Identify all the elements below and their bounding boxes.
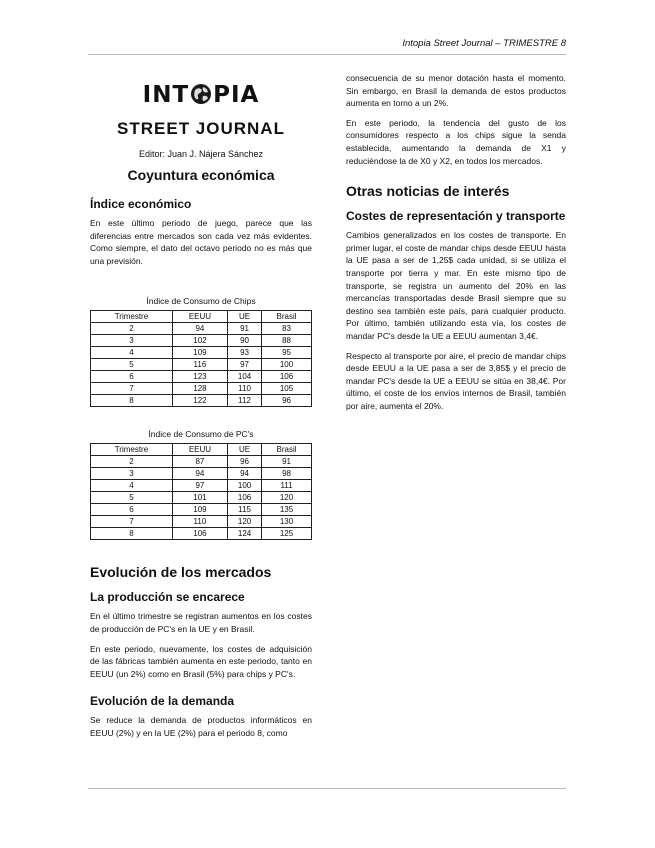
- editor-line: Editor: Juan J. Nájera Sánchez: [138, 149, 264, 159]
- table-cell: 87: [172, 456, 227, 468]
- table-cell: 106: [262, 371, 312, 383]
- table-cell: 124: [228, 528, 262, 540]
- table-cell: 106: [228, 492, 262, 504]
- table-cell: 122: [172, 395, 227, 407]
- table-cell: 5: [91, 492, 173, 504]
- header-rule: [88, 54, 566, 55]
- indice-paragraph: En este último periodo de juego, parece que las diferencias entre mercados son cada vez más evidentes. Como siempre, el dato del octavo periodo no es más que una previsión.: [90, 218, 312, 266]
- logo-text-right: PIA: [213, 82, 260, 108]
- table-cell: 123: [172, 371, 227, 383]
- table-cell: 3: [91, 468, 173, 480]
- table-header: EEUU: [172, 444, 227, 456]
- table-header: EEUU: [172, 311, 227, 323]
- table-cell: 6: [91, 371, 173, 383]
- table-cell: 5: [91, 359, 173, 371]
- table-cell: 7: [91, 516, 173, 528]
- right-column: [346, 72, 566, 419]
- table-cell: 83: [262, 323, 312, 335]
- table-cell: 120: [228, 516, 262, 528]
- table-cell: 112: [228, 395, 262, 407]
- tendencia-paragraph: En este periodo, la tendencia del gusto de los consumidores respecto a los chips sigue la senda establecida, aumentando la demanda de X1 y reduciéndose la de X0 y X2, en todos los mercados.: [346, 117, 566, 166]
- table-header: UE: [228, 311, 262, 323]
- demanda-paragraph: Se reduce la demanda de productos informáticos en EEUU (2%) y en la UE (2%) para el periodo 8, como: [90, 715, 312, 738]
- table-cell: 4: [91, 347, 173, 359]
- running-head: Intopia Street Journal – TRIMESTRE 8: [402, 38, 566, 49]
- table-row: [91, 371, 312, 383]
- costes-heading: Costes de representación y transporte: [346, 209, 566, 224]
- table-cell: 8: [91, 528, 173, 540]
- table-cell: 109: [172, 504, 227, 516]
- table-row: [91, 395, 312, 407]
- table-cell: 94: [172, 468, 227, 480]
- table-cell: 93: [228, 347, 262, 359]
- table-cell: 130: [262, 516, 312, 528]
- table-cell: 109: [172, 347, 227, 359]
- table-cell: 88: [262, 335, 312, 347]
- table-cell: 96: [262, 395, 312, 407]
- table-cell: 101: [172, 492, 227, 504]
- table-cell: 91: [228, 323, 262, 335]
- chips-table: [90, 310, 312, 407]
- table-cell: 106: [172, 528, 227, 540]
- table-cell: 2: [91, 323, 173, 335]
- transporte-paragraph: Cambios generalizados en los costes de transporte. En primer lugar, el coste de mandar chips desde EEUU hasta la UE pasa a ser de 1,25$ cada unidad, si se utiliza el transporte por tierra y mar. En este mismo tipo de transporte, se registra un aumento del 20% en las mercancías transportadas desde Brasil siempre que su destino sea también este país, para cualquier producto. Por último, también utilizando esta vía, los costes de mandar PC's desde la UE a EEUU aumentan 3,4€.: [346, 230, 566, 341]
- table-row: [91, 359, 312, 371]
- table-cell: 128: [172, 383, 227, 395]
- section-title: Coyuntura económica: [127, 167, 275, 183]
- logo-text-left: INT: [142, 82, 190, 108]
- table-cell: 110: [172, 516, 227, 528]
- table-cell: 100: [262, 359, 312, 371]
- table-header: Trimestre: [91, 444, 173, 456]
- table-cell: 100: [228, 480, 262, 492]
- table-cell: 135: [262, 504, 312, 516]
- intopia-logo: [90, 80, 312, 110]
- table-cell: 97: [228, 359, 262, 371]
- produccion-paragraph-2: En este periodo, nuevamente, los costes de adquisición de las fábricas también aumenta en este periodo, tanto en EEUU (un 2%) como en Brasil (5%) para chips y PC's.: [90, 643, 312, 679]
- table-row: [91, 456, 312, 468]
- table-row: [91, 383, 312, 395]
- table-header: UE: [228, 444, 262, 456]
- table-cell: 3: [91, 335, 173, 347]
- table-cell: 94: [228, 468, 262, 480]
- otras-noticias-heading: Otras noticias de interés: [346, 183, 510, 200]
- table-cell: 115: [228, 504, 262, 516]
- table-row: [91, 492, 312, 504]
- table-row: [91, 335, 312, 347]
- demanda-heading: Evolución de la demanda: [90, 694, 235, 709]
- table-row: [91, 347, 312, 359]
- table-row: [91, 528, 312, 540]
- table-cell: 110: [228, 383, 262, 395]
- table-row: [91, 323, 312, 335]
- pcs-table: [90, 443, 312, 540]
- table-row: [91, 468, 312, 480]
- table-cell: 91: [262, 456, 312, 468]
- table-row: [91, 480, 312, 492]
- table-cell: 125: [262, 528, 312, 540]
- table-row: [91, 504, 312, 516]
- table-cell: 8: [91, 395, 173, 407]
- table-row: [91, 516, 312, 528]
- table-cell: 95: [262, 347, 312, 359]
- table-cell: 94: [172, 323, 227, 335]
- transporte-aire-paragraph: Respecto al transporte por aire, el precio de mandar chips desde EEUU a la UE pasa a ser de 3,85$ y el precio de mandar PC's desde la UE a EEUU se sitúa en 38,4€. Por último, el coste de los envíos internos de Brasil, también por aire, aumenta el 20%.: [346, 350, 566, 411]
- produccion-paragraph-1: En el último trimestre se registran aumentos en los costes de producción de PC's en la UE y en Brasil.: [90, 611, 312, 634]
- left-column: [90, 78, 312, 747]
- table-cell: 105: [262, 383, 312, 395]
- evolucion-heading: Evolución de los mercados: [90, 564, 272, 581]
- indice-heading: Índice económico: [90, 197, 192, 211]
- table-cell: 2: [91, 456, 173, 468]
- table-cell: 96: [228, 456, 262, 468]
- globe-icon: [190, 83, 212, 105]
- chips-table-caption: Índice de Consumo de Chips: [146, 296, 256, 307]
- pcs-table-caption: Índice de Consumo de PC's: [148, 429, 254, 440]
- table-cell: 97: [172, 480, 227, 492]
- table-header: Brasil: [262, 444, 312, 456]
- table-cell: 120: [262, 492, 312, 504]
- table-cell: 116: [172, 359, 227, 371]
- table-cell: 6: [91, 504, 173, 516]
- table-cell: 111: [262, 480, 312, 492]
- journal-title: STREET JOURNAL: [117, 119, 285, 138]
- footer-rule: [88, 788, 566, 789]
- table-cell: 7: [91, 383, 173, 395]
- table-cell: 98: [262, 468, 312, 480]
- table-cell: 104: [228, 371, 262, 383]
- produccion-heading: La producción se encarece: [90, 590, 245, 605]
- table-cell: 90: [228, 335, 262, 347]
- table-cell: 4: [91, 480, 173, 492]
- table-header: Brasil: [262, 311, 312, 323]
- table-cell: 102: [172, 335, 227, 347]
- table-header: Trimestre: [91, 311, 173, 323]
- demanda-continued-paragraph: consecuencia de su menor dotación hasta el momento. Sin embargo, en Brasil la demanda de estos productos aumenta en torno a un 2%.: [346, 73, 566, 109]
